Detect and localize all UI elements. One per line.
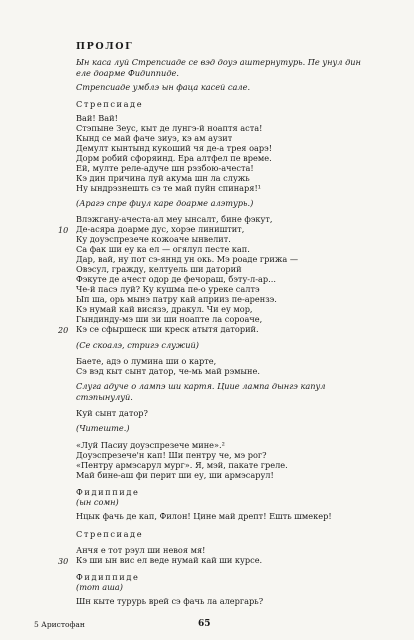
verse-line: Доуэспрезече'н кап! Ши пентру че, мэ рог? [76, 450, 267, 460]
verse-line: Дар, вай, ну пот сэ-яннд ун окь. Мэ роаде грижа — [76, 254, 299, 264]
verse-line: Фэкуте де ачест одор де фечорaш, бэту-л-ар... [76, 274, 276, 284]
stage-direction: (Арагэ спре фиул каре доарме алэтурь.) [76, 198, 254, 208]
verse-line: Влэжгану-ачеста-ал меу ынсалт, бине фэкут, [76, 214, 273, 224]
speaker-name: Фидиппиде [76, 572, 140, 582]
stage-direction: Стрепсиаде умблэ ын фаца касей сале. [76, 82, 251, 92]
verse-line: Овэсул, гражду, келтуель ши даторий [76, 264, 242, 274]
footer-signature: 5 Аристофан [34, 620, 85, 629]
verse-line: Демулт кынтынд кукоший чя де-а трея оарэ! [76, 143, 272, 153]
speaker-name: Фидиппиде [76, 487, 140, 497]
stage-direction: (Се скоалэ, стригэ служий) [76, 340, 199, 350]
verse-line: Шн кыте турурь врей сэ фачь ла алергарь? [76, 596, 264, 606]
verse-line: «Пентру армэсарул мург». Я, мэй, пакате греле. [76, 460, 288, 470]
verse-line: Че-й пасэ луй? Ку кушма пе-о уреке салтэ [76, 284, 260, 294]
page-number: 65 [198, 619, 211, 629]
stage-direction: стэпынулуй. [76, 392, 133, 402]
stage-direction: Слуга адуче о лампэ ши картя. Циие лампа дынгэ капул [76, 381, 326, 391]
verse-line: Нцык фачь де кап, Филон! Цине май дрепт! Ешть шмекер! [76, 511, 332, 521]
verse-line: Кэ дин причина луй акума шн ла служь [76, 173, 250, 183]
verse-line: Кэ се сфыршеск ши креск атытя даторий. [76, 324, 259, 334]
stage-direction: (Читеште.) [76, 423, 130, 433]
verse-line: Са фак ши еу ка ел — огялул песте кап. [76, 244, 250, 254]
verse-line: Гындинду-мэ ши зи ши ноапте ла сороаче, [76, 314, 263, 324]
verse-line: Баете, адэ о лумина ши о карте, [76, 356, 217, 366]
verse-line: Кэ нумай кай висязэ, дракул. Чи еу мор, [76, 304, 253, 314]
line-number: 20 [58, 326, 69, 335]
verse-line: Стэпыне Зеус, кыт де лунгэ-й ноаптя аста! [76, 123, 263, 133]
verse-line: Дорм робий сфоряинд. Ера алтфел пе време. [76, 153, 272, 163]
verse-line: Сэ вэд кыт сынт датор, че-мь май рэмыне. [76, 366, 260, 376]
intro-line-2: еле доарме Фидиппиде. [76, 68, 179, 78]
verse-line: «Луй Пасиу доуэспрезече мине».² [76, 440, 225, 450]
line-number: 10 [58, 226, 69, 235]
verse-line: Ып ша, орь мынэ патру кай априиз пе-арензэ. [76, 294, 277, 304]
stage-direction: (тот аша) [76, 582, 123, 592]
verse-line: Кэ ши ын вис ел веде нумай кай ши курсе. [76, 555, 263, 565]
verse-line: Ей, мулте реле-адуче шн рэзбою-ачеста! [76, 163, 254, 173]
speaker-name: Стрепсиаде [76, 99, 144, 109]
verse-line: Ку доуэспрезече кожоаче ынвелит. [76, 234, 231, 244]
verse-line: Вай! Вай! [76, 113, 118, 123]
verse-line: Ну ындрэзнешть сэ те май пуйн спинаря!¹ [76, 183, 262, 193]
page-title: ПРОЛОГ [76, 41, 134, 52]
verse-line: Куй сынт датор? [76, 408, 148, 418]
verse-line: Анчя е тот рэул ши невоя мя! [76, 545, 206, 555]
verse-line: Де-асяра доарме дус, хорэе лиништит, [76, 224, 245, 234]
line-number: 30 [58, 557, 69, 566]
verse-line: Кынд се май фаче зиуэ, кэ ам аузит [76, 133, 233, 143]
verse-line: Май бине-аш фи перит ши еу, ши армэсарул! [76, 470, 274, 480]
speaker-name: Стрепсиаде [76, 529, 144, 539]
intro-line-1: Ын каса луй Стрепсиаде се вэд доуэ аштернутурь. Пе унул дин [76, 57, 361, 67]
stage-direction: (ын сомн) [76, 497, 119, 507]
